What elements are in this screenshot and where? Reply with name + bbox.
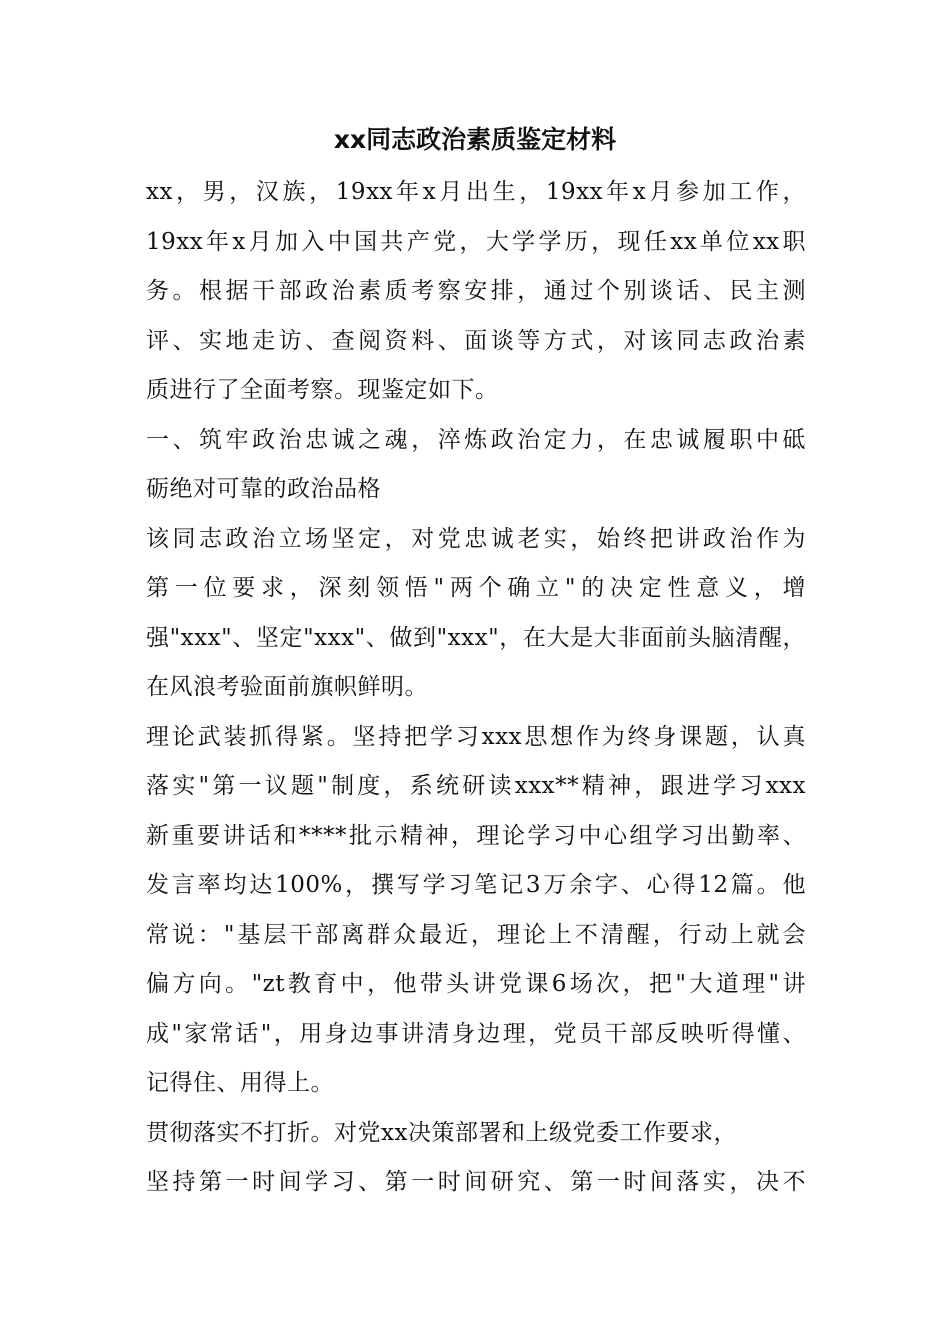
text-line: xx，男，汉族，19xx年x月出生，19xx年x月参加工作， — [146, 179, 806, 205]
document-body — [146, 168, 806, 1208]
text-line: 第一位要求，深刻领悟"两个确立"的决定性意义，增 — [146, 575, 806, 601]
text-line: 常说："基层干部离群众最近，理论上不清醒，行动上就会 — [146, 921, 806, 948]
text-line: 贯彻落实不打折。对党xx决策部署和上级党委工作要求， — [146, 1119, 737, 1146]
text-line: 质进行了全面考察。现鉴定如下。 — [146, 377, 499, 403]
text-line: 坚持第一时间学习、第一时间研究、第一时间落实，决不 — [146, 1169, 806, 1195]
document-title: xx同志政治素质鉴定材料 — [333, 125, 617, 154]
text-line: 记得住、用得上。 — [146, 1070, 334, 1096]
text-line: 在风浪考验面前旗帜鲜明。 — [146, 674, 428, 700]
text-line: 发言率均达100%，撰写学习笔记3万余字、心得12篇。他 — [146, 872, 806, 898]
text-line: 落实"第一议题"制度，系统研读xxx**精神，跟进学习xxx — [146, 773, 806, 799]
text-line: 理论武装抓得紧。坚持把学习xxx思想作为终身课题，认真 — [146, 723, 806, 750]
text-line: 新重要讲话和****批示精神，理论学习中心组学习出勤率、 — [146, 822, 806, 849]
text-line: 评、实地走访、查阅资料、面谈等方式，对该同志政治素 — [146, 327, 806, 354]
text-line: 19xx年x月加入中国共产党，大学学历，现任xx单位xx职 — [146, 228, 806, 255]
text-line: 务。根据干部政治素质考察安排，通过个别谈话、民主测 — [146, 278, 806, 304]
text-line: 成"家常话"，用身边事讲清身边理，党员干部反映听得懂、 — [146, 1020, 806, 1047]
text-line: 强"xxx"、坚定"xxx"、做到"xxx"，在大是大非面前头脑清醒， — [146, 624, 806, 651]
text-line: 砺绝对可靠的政治品格 — [146, 476, 381, 502]
text-line: 该同志政治立场坚定，对党忠诚老实，始终把讲政治作为 — [146, 525, 806, 552]
text-line: 偏方向。"zt教育中，他带头讲党课6场次，把"大道理"讲 — [146, 971, 806, 997]
text-line: 一、筑牢政治忠诚之魂，淬炼政治定力，在忠诚履职中砥 — [146, 426, 806, 453]
